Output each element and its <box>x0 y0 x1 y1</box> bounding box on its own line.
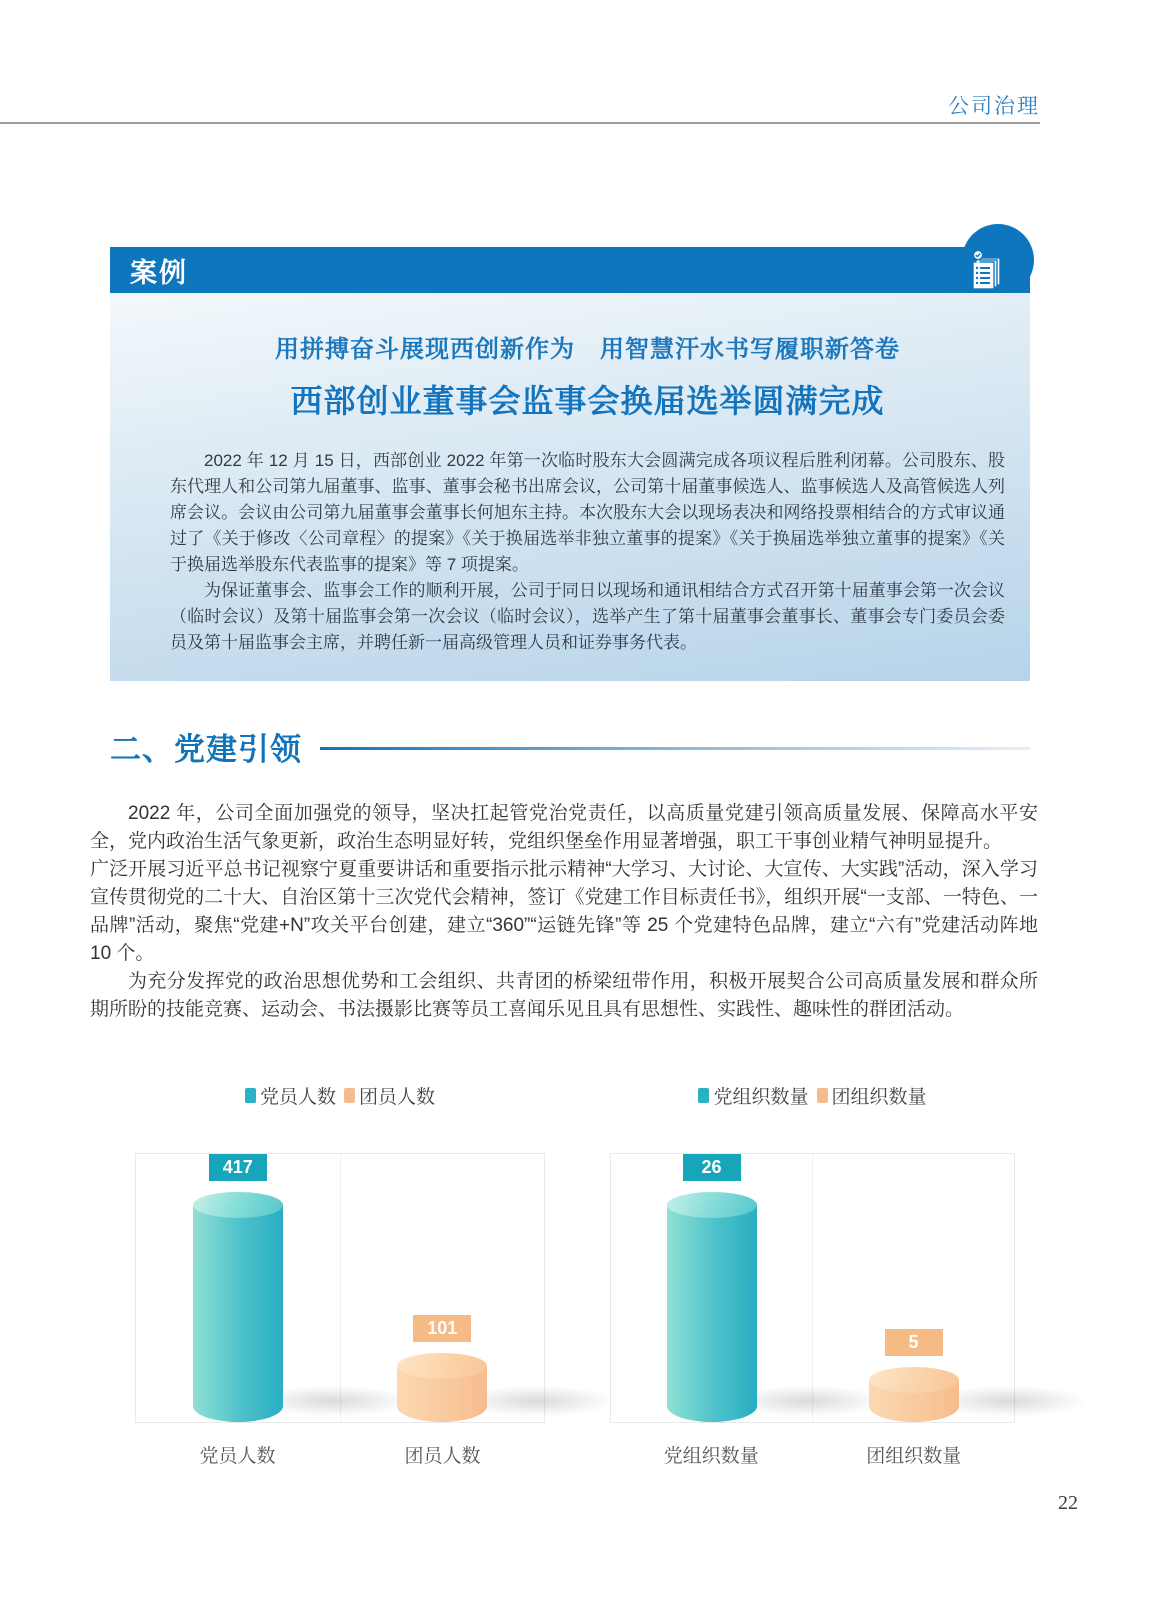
bar-cylinder <box>667 1205 757 1422</box>
legend-item <box>245 1082 336 1109</box>
legend-item <box>698 1082 808 1109</box>
case-tag-label: 案例 <box>130 257 188 288</box>
bar-cylinder <box>397 1366 487 1422</box>
x-axis-labels <box>610 1441 1015 1468</box>
body-paragraph: 2022 年，公司全面加强党的领导，坚决扛起管党治党责任，以高质量党建引领高质量发展、保障高水平安全，党内政治生活气象更新，政治生态明显好转，党组织堡垒作用显著增强，职工干事创业精气神明显提升。 <box>90 803 1038 852</box>
chart-legend <box>610 1083 1015 1107</box>
chart-plot-area <box>610 1153 1015 1423</box>
case-header-bar <box>110 247 1030 293</box>
legend-label: 团员人数 <box>359 1086 436 1108</box>
chart-column <box>611 1154 813 1422</box>
x-axis-label: 团组织数量 <box>866 1446 962 1467</box>
bar-cylinder <box>869 1380 959 1422</box>
body-paragraph: 为充分发挥党的政治思想优势和工会组织、共青团的桥梁纽带作用，积极开展契合公司高质量发展和群众所期所盼的技能竞赛、运动会、书法摄影比赛等员工喜闻乐见且具有思想性、实践性、趣味性的群团活动。 <box>90 971 1038 1020</box>
body-paragraph: 广泛开展习近平总书记视察宁夏重要讲话和重要指示批示精神“大学习、大讨论、大宣传、大实践”活动，深入学习宣传贯彻党的二十大、自治区第十三次党代会精神，签订《党建工作目标责任书》，组织开展“一支部、一特色、一品牌”活动，聚焦“党建+N”攻关平台创建，建立“360”“运链先锋”等 25 个党建特色品牌，建立“六有”党建活动阵地 10 个。 <box>90 859 1038 964</box>
legend-item <box>344 1082 435 1109</box>
chart-column <box>813 1154 1014 1422</box>
legend-swatch-orange-icon <box>817 1088 828 1103</box>
legend-label: 党组织数量 <box>713 1086 809 1108</box>
cylinder-top <box>667 1192 757 1218</box>
legend-swatch-teal-icon <box>698 1088 709 1103</box>
cylinder-top <box>397 1353 487 1379</box>
legend-swatch-orange-icon <box>344 1088 355 1103</box>
section-body <box>90 800 1038 1024</box>
cylinder-top <box>869 1367 959 1393</box>
legend-label: 党员人数 <box>259 1086 336 1108</box>
chart-party-members <box>135 1083 545 1468</box>
legend-label: 团组织数量 <box>831 1086 927 1108</box>
case-paragraph: 2022 年 12 月 15 日，西部创业 2022 年第一次临时股东大会圆满完成各项议程后胜利闭幕。公司股东、股东代理人和公司第九届董事、监事、董事会秘书出席会议，公司第十届董事候选人、监事候选人及高管候选人列席会议。会议由公司第九届董事会董事长何旭东主持。本次股东大会以现场表决和网络投票相结合的方式审议通过了《关于修改〈公司章程〉的提案》《关于换届选举非独立董事的提案》《关于换届选举独立董事的提案》《关于换届选举股东代表监事的提案》等 7 项提案。 <box>170 451 1005 574</box>
x-axis-label: 团员人数 <box>404 1446 481 1467</box>
cylinder-top <box>193 1192 283 1218</box>
chart-legend <box>135 1083 545 1107</box>
chart-plot-area <box>135 1153 545 1423</box>
value-badge: 101 <box>413 1315 471 1342</box>
case-body <box>110 293 1030 681</box>
heading-decor-line <box>320 747 1030 750</box>
section-heading-row <box>110 724 1030 769</box>
value-badge: 5 <box>885 1329 943 1356</box>
legend-swatch-teal-icon <box>245 1088 256 1103</box>
section-heading: 二、党建引领 <box>110 732 302 767</box>
value-badge: 417 <box>209 1154 267 1181</box>
cylinder-body <box>667 1205 757 1422</box>
x-axis-label: 党员人数 <box>199 1446 276 1467</box>
case-paragraph: 为保证董事会、监事会工作的顺利开展，公司于同日以现场和通讯相结合方式召开第十届董事会第一次会议（临时会议）及第十届监事会第一次会议（临时会议），选举产生了第十届董事会董事长、董事会专门委员会委员及第十届监事会主席，并聘任新一届高级管理人员和证券事务代表。 <box>170 581 1005 652</box>
legend-item <box>817 1082 927 1109</box>
chart-column <box>136 1154 341 1422</box>
chart-column <box>341 1154 545 1422</box>
chart-party-organizations <box>610 1083 1015 1468</box>
page-header-section-label: 公司治理 <box>948 95 1040 118</box>
value-badge: 26 <box>683 1154 741 1181</box>
case-subtitle: 用拼搏奋斗展现西创新作为 用智慧汗水书写履职新答卷 <box>275 336 900 363</box>
document-checklist-icon <box>966 249 1004 293</box>
case-study-box <box>110 247 1030 681</box>
cylinder-body <box>193 1205 283 1422</box>
case-title: 西部创业董事会监事会换届选举圆满完成 <box>290 383 885 419</box>
x-axis-labels <box>135 1441 545 1468</box>
header-divider <box>0 122 1040 124</box>
bar-cylinder <box>193 1205 283 1422</box>
page-number: 22 <box>1058 1492 1078 1514</box>
x-axis-label: 党组织数量 <box>663 1446 759 1467</box>
